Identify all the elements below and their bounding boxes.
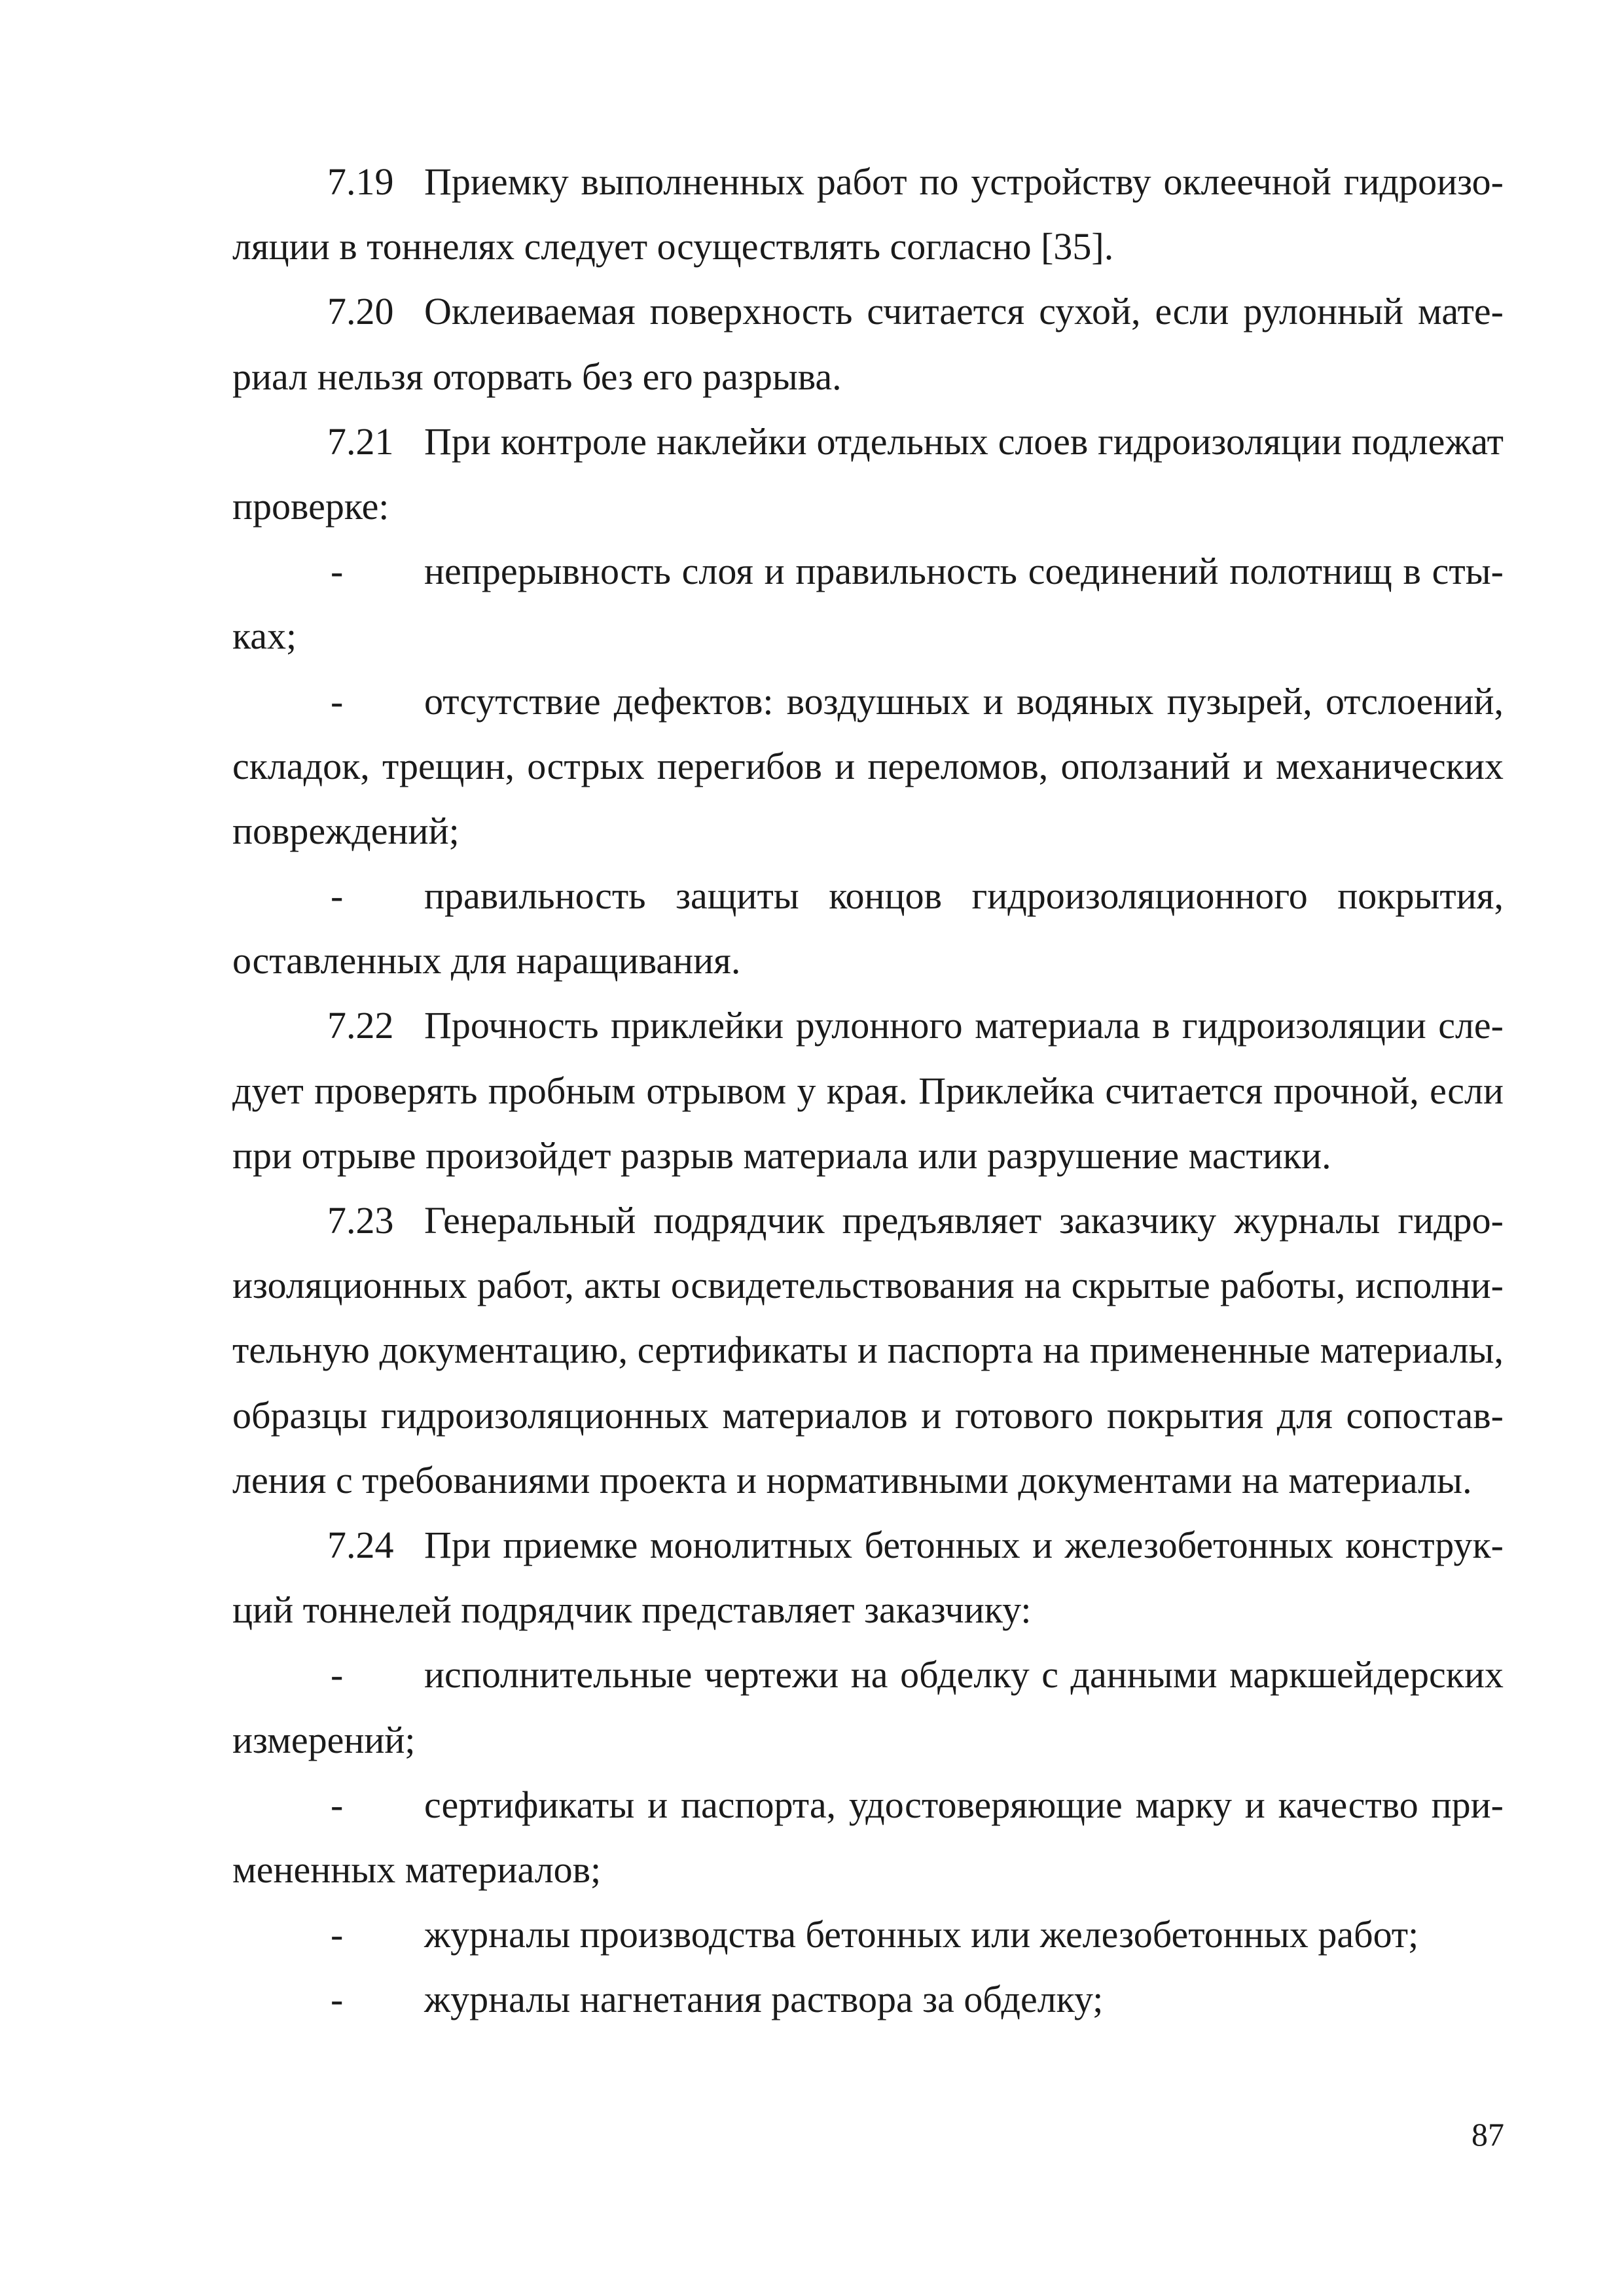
line-text: журналы нагнетания раствора за обделку; <box>424 1978 1104 2021</box>
line-text: при отрыве произойдет разрыв материала или разрушение мастики. <box>232 1134 1331 1177</box>
clause-number: 7.21 <box>327 420 394 463</box>
line-text: ляции в тоннелях следует осуществлять согласно [35]. <box>232 225 1114 268</box>
line-text: правильность защиты концов гидроизоляционного покрытия, <box>424 874 1504 918</box>
list-item <box>232 1772 1504 1837</box>
text-line <box>232 279 1504 344</box>
line-text: исполнительные чертежи на обделку с данными маркшейдерских <box>424 1653 1504 1696</box>
text-line: складок, трещин, острых перегибов и переломов, оползаний и механических <box>232 744 1504 787</box>
line-text: При приемке монолитных бетонных и железобетонных конструк- <box>424 1523 1504 1566</box>
text-line: образцы гидроизоляционных материалов и готового покрытия для сопостав- <box>232 1393 1504 1437</box>
list-dash: - <box>331 1913 344 1956</box>
text-line <box>232 409 1504 474</box>
text-line: дует проверять пробным отрывом у края. Приклейка считается прочной, если <box>232 1069 1504 1112</box>
text-line <box>232 1513 1504 1577</box>
line-text: Генеральный подрядчик предъявляет заказчику журналы гидро- <box>424 1199 1504 1242</box>
line-text: ках; <box>232 615 297 658</box>
list-dash: - <box>331 874 344 918</box>
line-text: измерений; <box>232 1718 416 1761</box>
list-item <box>232 1902 1504 1967</box>
line-text: оставленных для наращивания. <box>232 939 741 982</box>
text-line <box>232 993 1504 1058</box>
text-line <box>232 149 1504 214</box>
list-item <box>232 863 1504 928</box>
text-line <box>232 474 1504 539</box>
line-text: проверке: <box>232 484 389 528</box>
list-dash: - <box>331 1978 344 2021</box>
text-line <box>232 798 1504 863</box>
list-item <box>232 1967 1504 2032</box>
text-line <box>232 1708 1504 1772</box>
text-line <box>232 1448 1504 1513</box>
list-item <box>232 539 1504 603</box>
line-text: Приемку выполненных работ по устройству оклеечной гидроизо- <box>424 160 1504 203</box>
list-item <box>232 669 1504 734</box>
text-line <box>232 344 1504 409</box>
text-line <box>232 603 1504 668</box>
text-line: изоляционных работ, акты освидетельствования на скрытые работы, исполни- <box>232 1264 1504 1307</box>
text-line <box>232 1188 1504 1253</box>
list-dash: - <box>331 679 344 723</box>
line-text: повреждений; <box>232 809 460 852</box>
clause-number: 7.19 <box>327 160 394 203</box>
clause-number: 7.20 <box>327 290 394 333</box>
clause-number: 7.24 <box>327 1523 394 1566</box>
line-text: риал нельзя оторвать без его разрыва. <box>232 355 842 398</box>
body-text <box>232 149 1504 2032</box>
list-item <box>232 1642 1504 1707</box>
text-line <box>232 214 1504 279</box>
line-text: Оклеиваемая поверхность считается сухой, если рулонный мате- <box>424 290 1504 333</box>
clause-number: 7.23 <box>327 1199 394 1242</box>
text-line <box>232 1123 1504 1188</box>
page-number: 87 <box>1471 2116 1504 2153</box>
text-line: тельную документацию, сертификаты и паспорта на примененные материалы, <box>232 1329 1504 1372</box>
line-text: отсутствие дефектов: воздушных и водяных пузырей, отслоений, <box>424 679 1504 723</box>
text-line <box>232 1577 1504 1642</box>
clause-number: 7.22 <box>327 1004 394 1047</box>
line-text: сертификаты и паспорта, удостоверяющие марку и качество при- <box>424 1783 1504 1826</box>
list-dash: - <box>331 550 344 593</box>
text-line <box>232 928 1504 993</box>
line-text: ления с требованиями проекта и нормативными документами на материалы. <box>232 1458 1472 1501</box>
line-text: При контроле наклейки отдельных слоев гидроизоляции подлежат <box>424 420 1504 463</box>
list-dash: - <box>331 1653 344 1696</box>
line-text: мененных материалов; <box>232 1848 602 1891</box>
text-line <box>232 1837 1504 1902</box>
line-text: непрерывность слоя и правильность соединений полотнищ в сты- <box>424 550 1504 593</box>
line-text: журналы производства бетонных или железобетонных работ; <box>424 1913 1419 1956</box>
list-dash: - <box>331 1783 344 1826</box>
line-text: Прочность приклейки рулонного материала в гидроизоляции сле- <box>424 1004 1504 1047</box>
line-text: ций тоннелей подрядчик представляет заказчику: <box>232 1588 1032 1632</box>
